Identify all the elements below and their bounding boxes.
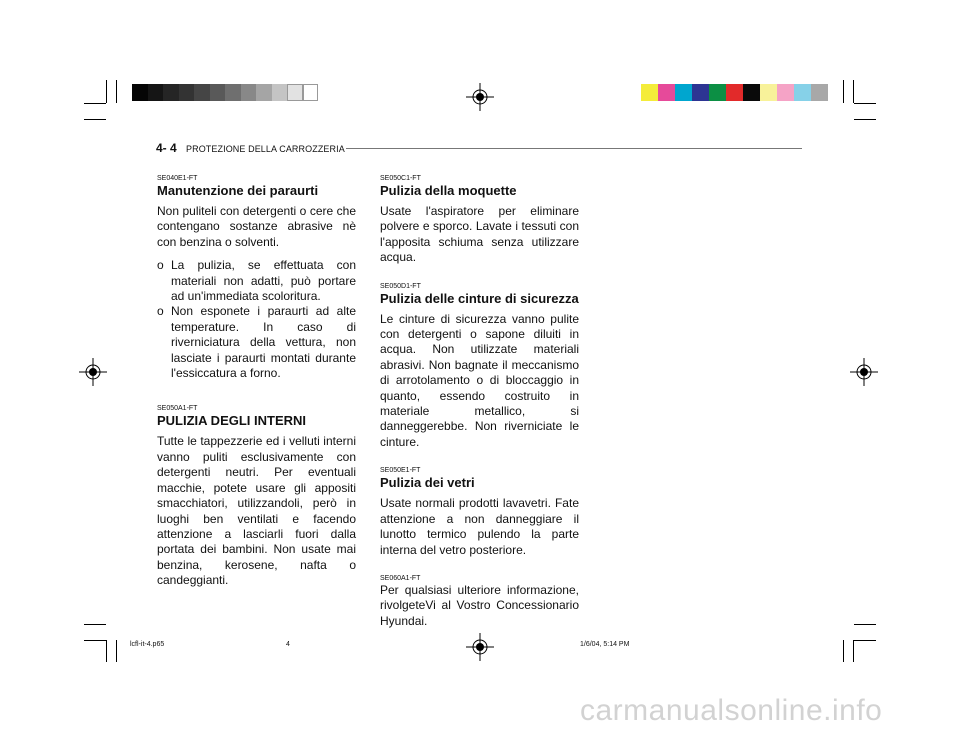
crop-mark [84, 119, 106, 120]
body-paragraph: Usate normali prodotti lavavetri. Fate attenzione a non danneggiare il lunotto termico pulendo la parte interna del vetro posteriore. [380, 496, 579, 557]
registration-mark-icon [850, 358, 878, 386]
color-swatch [692, 84, 709, 101]
section-code: SE060A1-FT [380, 574, 421, 582]
registration-mark-icon [466, 633, 494, 661]
section-heading: Pulizia delle cinture di sicurezza [380, 290, 579, 306]
body-paragraph: Non puliteli con detergenti o cere che contengano sostanze abrasive nè con benzina o solventi. [157, 204, 356, 249]
section-heading: Pulizia della moquette [380, 183, 517, 198]
crop-mark [854, 640, 876, 641]
crop-mark [854, 103, 876, 104]
gray-swatch [225, 84, 241, 101]
bullet-text: Non esponete i paraurti ad alte temperature. In caso di riverniciatura della vettura, non lasciate i paraurti montati durante l'essiccatura a forno. [171, 304, 356, 381]
section-code: SE050C1-FT [380, 175, 421, 182]
body-paragraph: Usate l'aspiratore per eliminare polvere e sporco. Lavate i tessuti con l'apposita schiuma senza utilizzare acqua. [380, 204, 579, 265]
footer-filename: lcfl-it-4.p65 [130, 641, 165, 648]
gray-swatch [163, 84, 179, 101]
body-paragraph: Per qualsiasi ulteriore informazione, rivolgeteVi al Vostro Concessionario Hyundai. [380, 582, 579, 628]
crop-mark [116, 80, 117, 103]
color-swatch [760, 84, 777, 101]
bullet-marker: o [157, 304, 164, 319]
crop-mark [106, 640, 107, 662]
crop-mark [106, 80, 107, 103]
right-column [380, 174, 579, 629]
section-code: SE050D1-FT [380, 282, 421, 290]
color-swatch [777, 84, 794, 101]
gray-swatch [256, 84, 272, 101]
crop-mark [116, 640, 117, 662]
section-code: SE050E1-FT [380, 467, 421, 475]
list-item [157, 258, 356, 304]
gray-swatch [303, 84, 319, 101]
gray-swatch [148, 84, 164, 101]
color-swatch [658, 84, 675, 101]
gray-swatch [179, 84, 195, 101]
color-swatch [743, 84, 760, 101]
crop-mark [843, 80, 844, 103]
crop-mark [84, 103, 106, 104]
crop-mark [853, 640, 854, 662]
section-heading: Pulizia dei vetri [380, 475, 475, 491]
color-swatch [675, 84, 692, 101]
header-rule [346, 148, 802, 149]
crop-mark [84, 624, 106, 625]
gray-swatch [132, 84, 148, 101]
list-item [157, 304, 356, 381]
gray-swatch [194, 84, 210, 101]
gray-swatch [272, 84, 288, 101]
crop-mark [853, 80, 854, 103]
gray-swatch [241, 84, 257, 101]
color-swatch [794, 84, 811, 101]
page-number: 4- 4 [156, 141, 177, 155]
section-heading: Manutenzione dei paraurti [157, 183, 319, 198]
section-title: PROTEZIONE DELLA CARROZZERIA [186, 144, 345, 154]
section-heading: PULIZIA DEGLI INTERNI [157, 413, 307, 429]
color-swatch [726, 84, 743, 101]
footer-timestamp: 1/6/04, 5:14 PM [580, 641, 630, 648]
color-swatch [641, 84, 658, 101]
gray-swatch [210, 84, 226, 101]
body-paragraph: Tutte le tappezzerie ed i velluti interni vanno puliti esclusivamente con detergenti neutri. Per eventuali macchie, potete usare gli appositi smacchiatori, utilizzandoli, però in luoghi ben ventilati e facendo attenzione a lasciarli fuori dalla portata dei bambini. Non usate mai benzina, kerosene, nafta o candeggianti. [157, 434, 356, 588]
bullet-text: La pulizia, se effettuata con materiali non adatti, può portare ad un'immediata scoloritura. [171, 258, 356, 304]
section-code: SE040E1-FT [157, 175, 198, 182]
bullet-marker: o [157, 258, 164, 273]
gray-swatch [287, 84, 303, 101]
color-swatch [811, 84, 828, 101]
registration-mark-icon [466, 83, 494, 111]
crop-mark [843, 640, 844, 662]
body-paragraph: Le cinture di sicurezza vanno pulite con detergenti o sapone diluiti in acqua. Non utilizzate materiali abrasivi. Non bagnate il meccanismo di arrotolamento o di bloccaggio in quanto, essendo costruito in materiale metallico, si danneggerebbe. Non riverniciate le cinture. [380, 311, 579, 449]
watermark: carmanualsonline.info [580, 694, 883, 727]
section-code: SE050A1-FT [157, 405, 198, 413]
footer-page: 4 [286, 641, 290, 648]
registration-mark-icon [79, 358, 107, 386]
crop-mark [84, 640, 106, 641]
left-column [157, 174, 356, 589]
crop-mark [854, 119, 876, 120]
color-swatch [709, 84, 726, 101]
crop-mark [854, 624, 876, 625]
